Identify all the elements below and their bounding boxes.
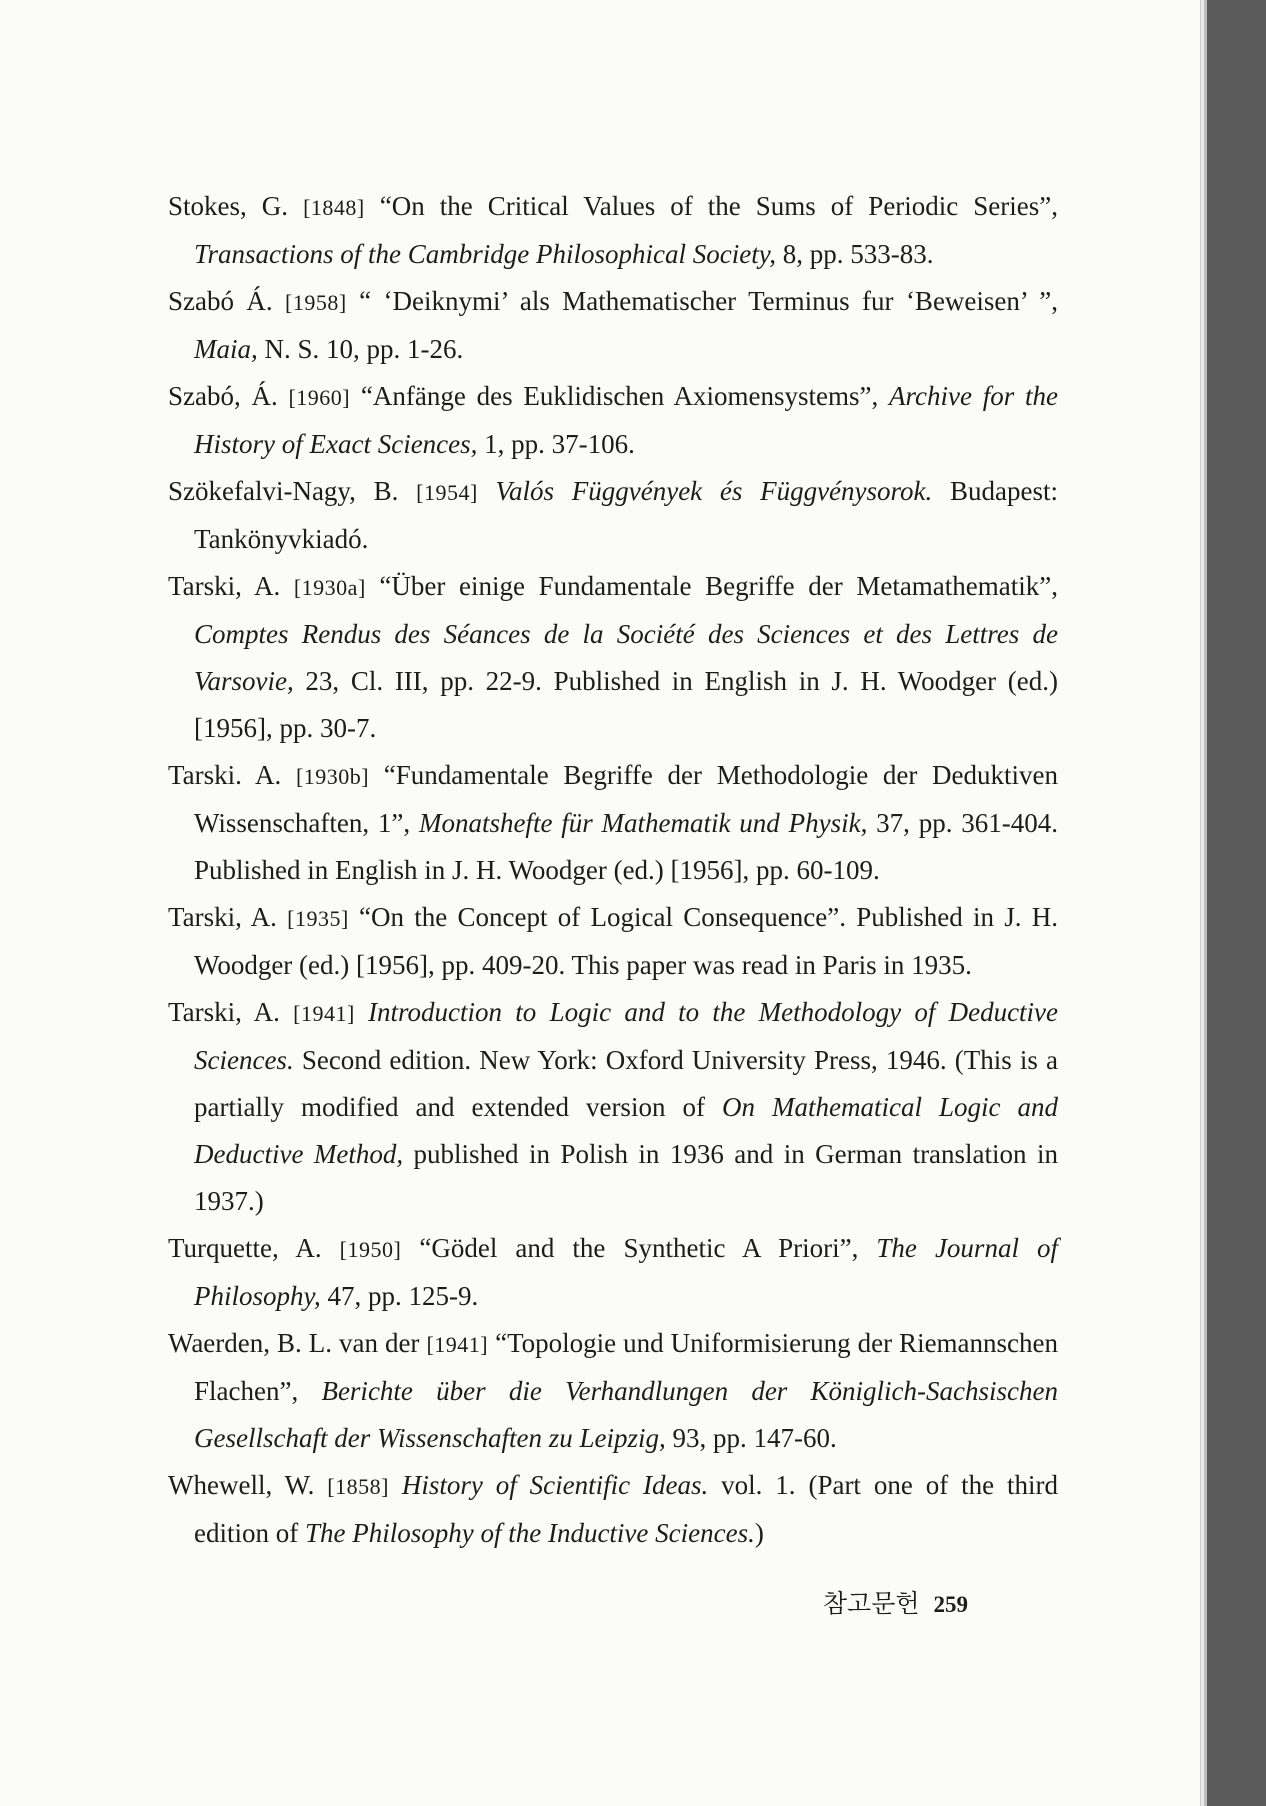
reference-year: [1941] <box>293 1001 355 1026</box>
reference-text: 8, pp. 533-83. <box>775 239 934 269</box>
reference-author: Tarski. A. <box>168 760 282 790</box>
reference-text: ) <box>754 1518 764 1548</box>
reference-text <box>355 997 368 1027</box>
reference-title: The Philosophy of the Inductive Sciences. <box>304 1518 755 1548</box>
reference-entry <box>168 563 1058 752</box>
reference-text: 93, pp. 147-60. <box>665 1423 837 1453</box>
reference-year: [1954] <box>416 480 478 505</box>
reference-year: [1950] <box>339 1237 402 1262</box>
reference-text: 47, pp. 125-9. <box>320 1281 479 1311</box>
reference-entry <box>168 468 1058 563</box>
reference-entry <box>168 894 1058 989</box>
reference-year: [1941] <box>426 1332 489 1357</box>
reference-text <box>389 1470 402 1500</box>
reference-title: Maia, <box>194 334 258 364</box>
reference-text: Budapest: Tankönyvkiadó. <box>194 476 1058 554</box>
reference-year: [1960] <box>288 385 351 410</box>
reference-title: The Journal of Philosophy, <box>194 1233 1059 1311</box>
reference-entry <box>168 1225 1058 1320</box>
reference-year: [1930a] <box>293 575 366 600</box>
reference-author: Waerden, B. L. van der <box>168 1328 420 1358</box>
reference-author: Szabó, Á. <box>168 381 278 411</box>
reference-author: Stokes, G. <box>168 191 289 221</box>
reference-text: “Topologie und Uniformisierung der Riemannschen Flachen”, <box>194 1328 1059 1406</box>
reference-author: Turquette, A. <box>168 1233 322 1263</box>
reference-text: “ ‘Deiknymi’ als Mathematischer Terminus fur ‘Beweisen’ ”, <box>346 286 1059 316</box>
reference-text: 1, pp. 37-106. <box>477 429 635 459</box>
page-footer <box>823 1584 968 1620</box>
reference-entry <box>168 989 1058 1225</box>
reference-title: Introduction to Logic and to the Methodology of Deductive Sciences. <box>194 997 1059 1075</box>
reference-text: “On the Critical Values of the Sums of Periodic Series”, <box>364 191 1059 221</box>
reference-author: Whewell, W. <box>168 1470 315 1500</box>
reference-title: Monatshefte für Mathematik und Physik, <box>418 808 868 838</box>
reference-author: Tarski, A. <box>168 997 280 1027</box>
reference-text: “Gödel and the Synthetic A Priori”, <box>401 1233 877 1263</box>
reference-year: [1958] <box>285 290 347 315</box>
reference-entry <box>168 1320 1058 1462</box>
reference-author: Tarski, A. <box>168 902 277 932</box>
reference-entry <box>168 373 1058 468</box>
reference-title: On Mathematical Logic and Deductive Method, <box>194 1092 1059 1169</box>
reference-entry <box>168 278 1058 373</box>
reference-author: Szabó Á. <box>168 286 273 316</box>
reference-title: Valós Függvények és Függvénysorok. <box>495 476 933 506</box>
section-title: 참고문헌 <box>822 1591 920 1618</box>
reference-text: “Fundamentale Begriffe der Methodologie der Deduktiven Wissenschaften, 1”, <box>194 760 1058 838</box>
reference-title: Comptes Rendus des Séances de la Société des Sciences et des Lettres de Varsovie, <box>194 619 1058 696</box>
reference-title: Berichte über die Verhandlungen der Königlich-Sachsischen Gesellschaft der Wissenschaften zu Leipzig, <box>194 1376 1059 1453</box>
reference-year: [1930b] <box>295 764 370 789</box>
reference-author: Tarski, A. <box>168 571 281 601</box>
reference-text: “Anfänge des Euklidischen Axiomensystems”, <box>350 381 890 411</box>
reference-entry <box>168 1462 1058 1557</box>
reference-entry <box>168 183 1058 278</box>
reference-title: Archive for the History of Exact Sciences, <box>194 381 1058 459</box>
reference-text: 23, Cl. III, pp. 22-9. Published in English in J. H. Woodger (ed.) [1956], pp. 30-7. <box>194 666 1058 743</box>
page-number: 259 <box>933 1592 968 1617</box>
reference-list <box>168 183 1058 1557</box>
reference-entry <box>168 752 1058 894</box>
reference-title: History of Scientific Ideas. <box>401 1470 709 1500</box>
reference-title: Transactions of the Cambridge Philosophical Society, <box>194 239 776 269</box>
reference-author: Szökefalvi-Nagy, B. <box>168 476 399 506</box>
reference-year: [1935] <box>287 906 349 931</box>
reference-text: N. S. 10, pp. 1-26. <box>257 334 464 364</box>
reference-text: 37, pp. 361-404. Published in English in J. H. Woodger (ed.) [1956], pp. 60-109. <box>194 808 1058 885</box>
reference-year: [1848] <box>303 195 365 220</box>
reference-year: [1858] <box>327 1474 389 1499</box>
reference-text <box>478 476 496 506</box>
reference-text: “Über einige Fundamentale Begriffe der Metamathematik”, <box>365 571 1059 601</box>
reference-text: vol. 1. (Part one of the third edition of <box>194 1470 1058 1548</box>
reference-text: Second edition. New York: Oxford University Press, 1946. (This is a partially modified and extended version of <box>194 1045 1058 1122</box>
reference-text: published in Polish in 1936 and in German translation in 1937.) <box>194 1139 1058 1216</box>
reference-text: “On the Concept of Logical Consequence”. Published in J. H. Woodger (ed.) [1956], pp. 409-20. This paper was read in Paris in 1935. <box>194 902 1059 980</box>
